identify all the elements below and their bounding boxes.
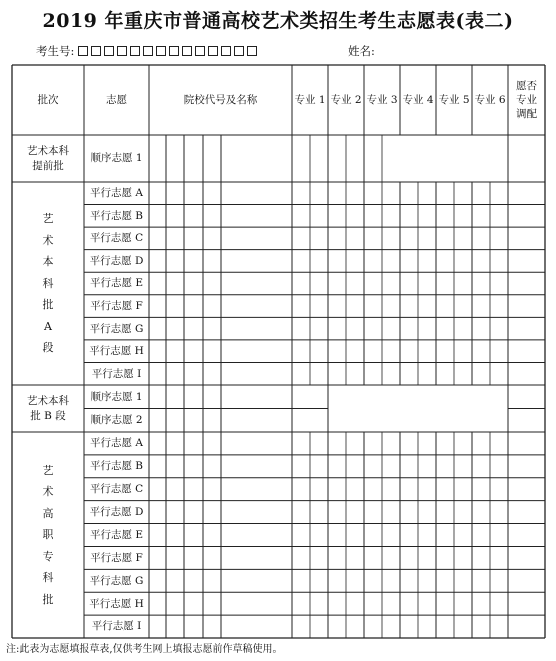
adjust-checkbox[interactable] (508, 205, 545, 228)
choice-label: 平行志愿 C (89, 483, 144, 496)
choice-label: 顺序志愿 2 (90, 414, 143, 427)
choice-entry-row[interactable] (149, 546, 508, 569)
adjust-checkbox[interactable] (508, 250, 545, 273)
choice-entry-row[interactable] (149, 250, 508, 273)
name-label: 姓名: (348, 44, 375, 58)
choice-entry-row[interactable] (149, 295, 508, 318)
choice-label: 顺序志愿 1 (90, 390, 143, 403)
adjust-checkbox[interactable] (508, 272, 545, 295)
choice-label: 平行志愿 G (89, 574, 144, 587)
choice-label: 平行志愿 H (89, 345, 144, 358)
choice-label: 平行志愿 E (89, 277, 143, 290)
adjust-checkbox[interactable] (508, 362, 545, 385)
adjust-checkbox[interactable] (508, 455, 545, 478)
choice-label: 平行志愿 I (91, 620, 142, 633)
footnote: 注:此表为志愿填报草表,仅供考生网上填报志愿前作草稿使用。 (6, 644, 283, 655)
exam-number-label: 考生号: (36, 44, 75, 58)
batch-art-undergrad-a: 艺 术 本 科 批 A 段 (42, 212, 54, 355)
adjust-checkbox[interactable] (508, 409, 545, 433)
choice-entry-row[interactable] (149, 135, 508, 182)
choice-entry-row[interactable] (149, 205, 508, 228)
choice-label: 平行志愿 I (91, 367, 142, 380)
adjust-checkbox[interactable] (508, 615, 545, 638)
choice-entry-row[interactable] (149, 272, 508, 295)
choice-entry-row[interactable] (149, 182, 508, 205)
choice-entry-row[interactable] (149, 455, 508, 478)
adjust-checkbox[interactable] (508, 432, 545, 455)
choice-entry-row[interactable] (149, 478, 508, 501)
adjust-checkbox[interactable] (508, 478, 545, 501)
adjust-column-header: 愿否 专业 调配 (516, 79, 537, 121)
choice-entry-row[interactable] (149, 340, 508, 363)
major-column-header: 专业 2 (330, 93, 362, 106)
adjust-checkbox[interactable] (508, 524, 545, 547)
adjust-checkbox[interactable] (508, 295, 545, 318)
major-column-header: 专业 5 (438, 93, 470, 106)
choice-entry-row[interactable] (149, 569, 508, 592)
choice-label: 平行志愿 C (89, 232, 144, 245)
choice-label: 平行志愿 D (89, 254, 144, 267)
choice-label: 平行志愿 E (89, 528, 143, 541)
adjust-checkbox[interactable] (508, 182, 545, 205)
choice-label: 平行志愿 A (90, 437, 143, 450)
choice-label: 顺序志愿 1 (90, 152, 143, 165)
page-title: 2019 年重庆市普通高校艺术类招生考生志愿表(表二) (42, 10, 514, 32)
choice-entry-row[interactable] (149, 501, 508, 524)
adjust-checkbox[interactable] (508, 501, 545, 524)
choice-entry-row[interactable] (149, 615, 508, 638)
choice-column-header: 志愿 (106, 93, 127, 106)
major-column-header: 专业 3 (366, 93, 398, 106)
choice-label: 平行志愿 A (90, 187, 143, 200)
major-column-header: 专业 6 (474, 93, 506, 106)
adjust-checkbox[interactable] (508, 340, 545, 363)
adjust-checkbox[interactable] (508, 317, 545, 340)
choice-label: 平行志愿 H (89, 597, 144, 610)
choice-entry-row[interactable] (149, 317, 508, 340)
adjust-checkbox[interactable] (508, 569, 545, 592)
adjust-checkbox[interactable] (508, 227, 545, 250)
choice-entry-row[interactable] (149, 432, 508, 455)
choice-label: 平行志愿 B (89, 209, 144, 222)
choice-label: 平行志愿 B (89, 460, 144, 473)
adjust-checkbox[interactable] (508, 385, 545, 409)
choice-entry-row[interactable] (149, 385, 508, 409)
adjust-checkbox[interactable] (508, 135, 545, 182)
major-column-header: 专业 1 (294, 93, 326, 106)
choice-label: 平行志愿 G (89, 322, 144, 335)
adjust-checkbox[interactable] (508, 546, 545, 569)
choice-entry-row[interactable] (149, 409, 508, 433)
choice-label: 平行志愿 F (90, 551, 143, 564)
batch-art-vocational: 艺 术 高 职 专 科 批 (42, 463, 54, 606)
choice-label: 平行志愿 D (89, 506, 144, 518)
batch-art-undergrad-early: 艺术本科 提前批 (27, 145, 69, 172)
major-column-header: 专业 4 (402, 93, 434, 106)
school-column-header: 院校代号及名称 (183, 93, 258, 106)
choice-entry-row[interactable] (149, 592, 508, 615)
adjust-checkbox[interactable] (508, 592, 545, 615)
choice-entry-row[interactable] (149, 362, 508, 385)
choice-entry-row[interactable] (149, 524, 508, 547)
batch-column-header: 批次 (37, 93, 59, 106)
batch-art-undergrad-b: 艺术本科 批 B 段 (27, 395, 69, 422)
choice-entry-row[interactable] (149, 227, 508, 250)
choice-label: 平行志愿 F (90, 299, 143, 312)
